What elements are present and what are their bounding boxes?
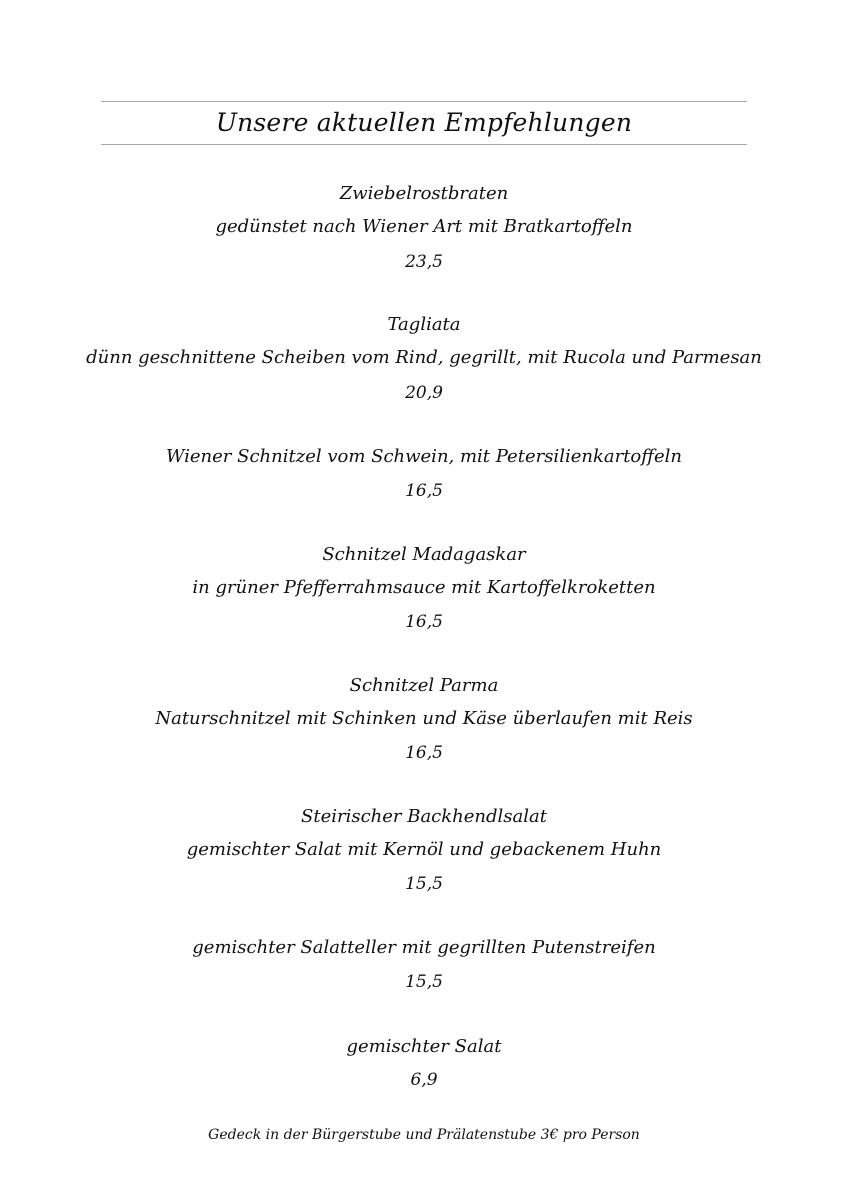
dish-name: gemischter Salatteller mit gegrillten Putenstreifen (192, 937, 656, 958)
dish-description: Naturschnitzel mit Schinken und Käse überlaufen mit Reis (155, 708, 693, 729)
dish-description: gedünstet nach Wiener Art mit Bratkartoffeln (215, 216, 633, 237)
dish-description: in grüner Pfefferrahmsauce mit Kartoffelkroketten (192, 577, 656, 598)
dish-name: Zwiebelrostbraten (339, 183, 509, 204)
dish-description: dünn geschnittene Scheiben vom Rind, gegrillt, mit Rucola und Parmesan (86, 347, 762, 368)
dish-name: Wiener Schnitzel vom Schwein, mit Petersilienkartoffeln (165, 446, 683, 467)
dish-description: gemischter Salat mit Kernöl und gebackenem Huhn (186, 839, 662, 860)
dish-price: 23,5 (405, 252, 443, 272)
dish-price: 16,5 (405, 612, 443, 632)
dish-price: 6,9 (410, 1070, 438, 1090)
title-top-rule (101, 101, 747, 102)
dish-price: 20,9 (405, 383, 443, 403)
dish-price: 15,5 (405, 874, 443, 894)
dish-name: Schnitzel Parma (349, 675, 499, 696)
dish-price: 16,5 (405, 743, 443, 763)
cover-charge-note: Gedeck in der Bürgerstube und Prälatenstube 3€ pro Person (208, 1127, 640, 1143)
dish-name: Schnitzel Madagaskar (322, 544, 526, 565)
dish-price: 16,5 (405, 481, 443, 501)
title-bottom-rule (101, 144, 747, 145)
dish-name: Tagliata (387, 314, 461, 335)
menu-title: Unsere aktuellen Empfehlungen (215, 108, 633, 137)
dish-name: gemischter Salat (346, 1036, 502, 1057)
dish-name: Steirischer Backhendlsalat (301, 806, 547, 827)
dish-price: 15,5 (405, 972, 443, 992)
